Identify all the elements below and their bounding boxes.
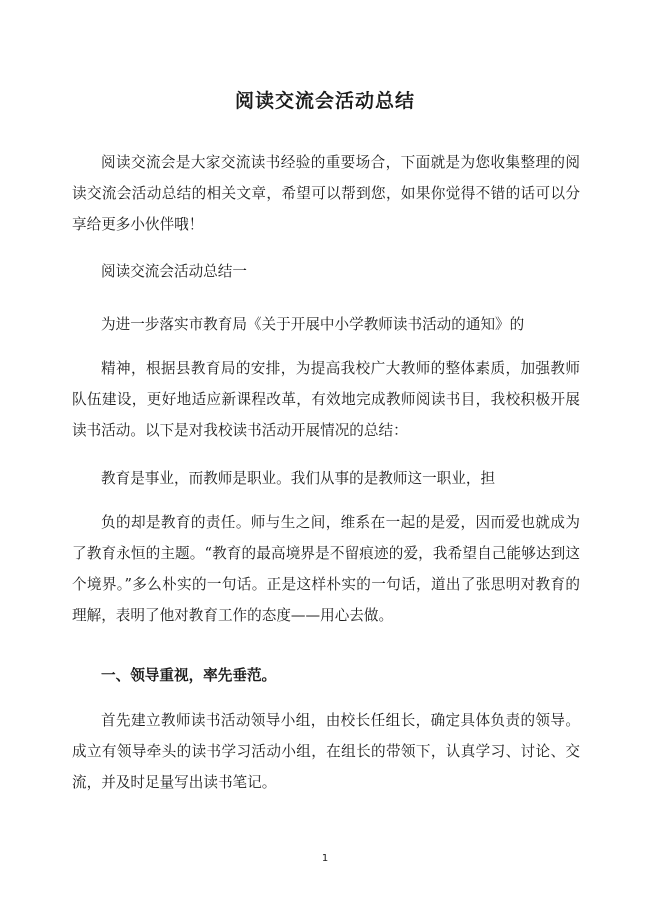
document-title: 阅读交流会活动总结 — [234, 90, 415, 112]
page-number: 1 — [321, 853, 329, 864]
intro-paragraph: 阅读交流会是大家交流读书经验的重要场合，下面就是为您收集整理的阅读交流会活动总结的相关文章，希望可以帮到您，如果你觉得不错的话可以分享给更多小伙伴哦！ — [72, 154, 580, 233]
paragraph-teacher-love: 负的却是教育的责任。师与生之间，维系在一起的是爱，因而爱也就成为了教育永恒的主题。“教育的最高境界是不留痕迹的爱，我希望自己能够达到这个境界。”多么朴实的一句话。正是这样朴实的一句话，道出了张思明对教育的理解，表明了他对教育工作的态度——用心去做。 — [72, 514, 580, 624]
paragraph-education-career: 教育是事业，而教师是职业。我们从事的是教师这一职业，担 — [101, 470, 496, 487]
paragraph-notice-reference: 为进一步落实市教育局《关于开展中小学教师读书活动的通知》的 — [101, 316, 525, 333]
paragraph-reading-group: 首先建立教师读书活动领导小组，由校长任组长，确定具体负责的领导。成立有领导牵头的读书学习活动小组，在组长的带领下，认真学习、讨论、交流，并及时足量写出读书笔记。 — [72, 712, 580, 791]
section-heading-leadership: 一、领导重视，率先垂范。 — [101, 667, 277, 684]
paragraph-activity-spirit: 精神，根据县教育局的安排，为提高我校广大教师的整体素质，加强教师队伍建设，更好地适应新课程改革，有效地完成教师阅读书目，我校积极开展读书活动。以下是对我校读书活动开展情况的总结： — [72, 360, 580, 439]
section-heading-summary-one: 阅读交流会活动总结一 — [101, 263, 247, 280]
